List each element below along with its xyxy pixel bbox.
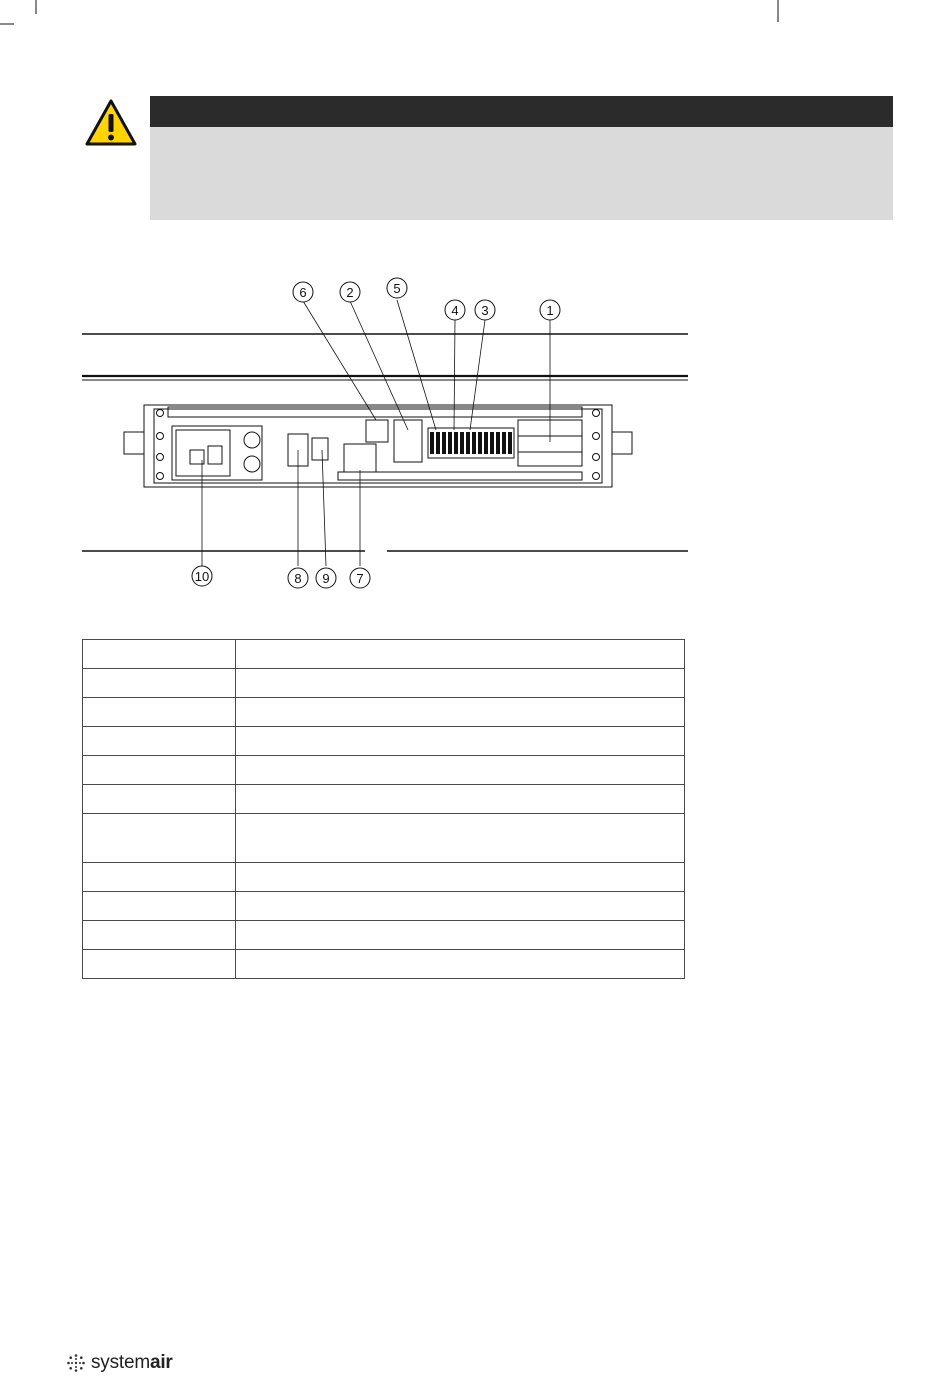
legend-description	[236, 756, 685, 785]
table-row	[83, 921, 685, 950]
callout-6: 6	[299, 285, 307, 300]
legend-number	[83, 814, 236, 863]
legend-table	[82, 639, 685, 979]
systemair-logo	[66, 1350, 173, 1376]
legend-number	[83, 756, 236, 785]
legend-number	[83, 785, 236, 814]
table-row	[83, 669, 685, 698]
legend-description	[236, 814, 685, 863]
legend-number	[83, 640, 236, 669]
callout-3: 3	[481, 303, 489, 318]
crop-marks	[0, 0, 950, 60]
legend-number	[83, 727, 236, 756]
brand-regular: system	[91, 1352, 150, 1373]
legend-number	[83, 863, 236, 892]
warning-body	[150, 127, 893, 220]
legend-description	[236, 921, 685, 950]
electrical-cabinet-diagram	[60, 270, 710, 600]
legend-description	[236, 785, 685, 814]
warning-triangle-icon	[84, 98, 138, 148]
brand-bold: air	[149, 1352, 173, 1373]
table-row	[83, 950, 685, 979]
legend-description	[236, 727, 685, 756]
callout-1: 1	[546, 303, 554, 318]
callout-9: 9	[322, 571, 330, 586]
legend-number	[83, 698, 236, 727]
table-row	[83, 892, 685, 921]
legend-number	[83, 669, 236, 698]
legend-description	[236, 698, 685, 727]
legend-description	[236, 863, 685, 892]
table-row	[83, 640, 685, 669]
legend-description	[236, 892, 685, 921]
callout-5: 5	[393, 281, 401, 296]
legend-number	[83, 892, 236, 921]
table-row	[83, 756, 685, 785]
callout-4: 4	[451, 303, 459, 318]
systemair-logo-icon	[66, 1353, 86, 1373]
callout-2: 2	[346, 285, 354, 300]
legend-description	[236, 640, 685, 669]
legend-description	[236, 669, 685, 698]
callout-7: 7	[356, 571, 364, 586]
table-row	[83, 698, 685, 727]
table-row	[83, 863, 685, 892]
callout-10: 10	[194, 569, 210, 584]
table-row	[83, 727, 685, 756]
legend-number	[83, 950, 236, 979]
warning-header-bar	[150, 96, 893, 127]
legend-description	[236, 950, 685, 979]
table-row	[83, 814, 685, 863]
legend-number	[83, 921, 236, 950]
callout-8: 8	[294, 571, 302, 586]
table-row	[83, 785, 685, 814]
brand-wordmark	[91, 1352, 173, 1374]
